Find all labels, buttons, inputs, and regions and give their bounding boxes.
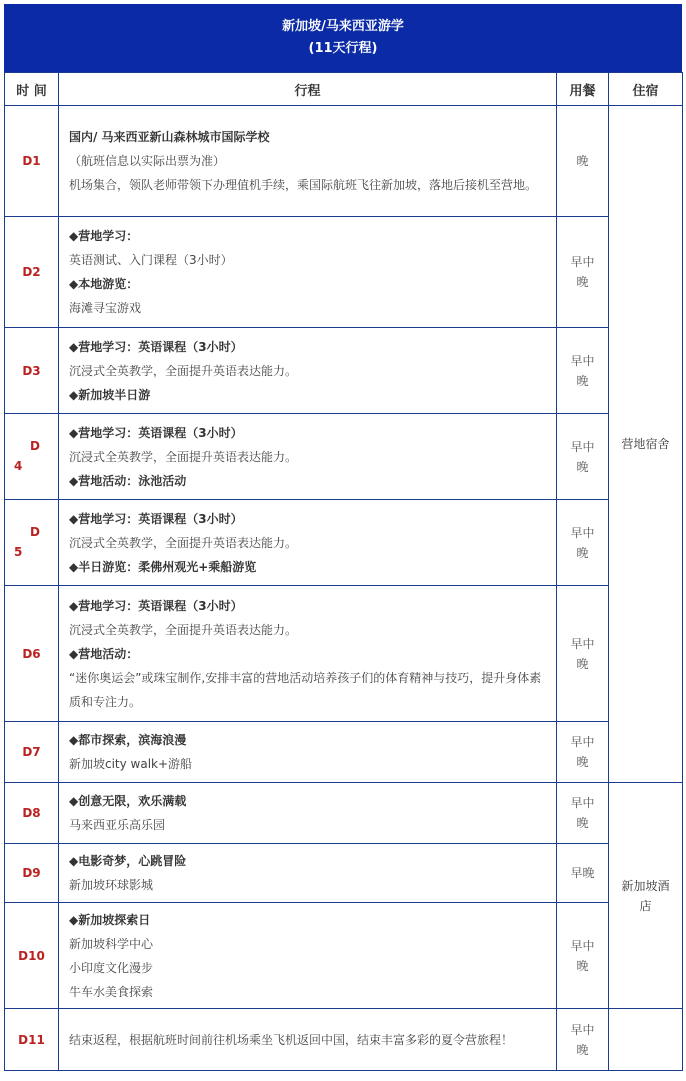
itinerary-text: 新加坡环球影城 — [69, 878, 154, 892]
itinerary-heading: ◆营地学习：英语课程（3小时） — [69, 425, 243, 440]
meal-text: 早中晚 — [570, 796, 595, 830]
day-cell: D3 — [5, 328, 59, 414]
itinerary-cell — [59, 217, 557, 328]
day-cell — [5, 500, 59, 586]
table-row — [5, 217, 683, 328]
itinerary-heading: ◆半日游览：柔佛州观光+乘船游览 — [69, 559, 257, 574]
itinerary-heading: ◆电影奇梦，心跳冒险 — [69, 854, 187, 868]
stay-text-hotel: 新加坡酒店 — [621, 878, 670, 913]
itinerary-heading: ◆营地活动：泳池活动 — [69, 473, 187, 488]
itinerary-text: 新加坡city walk+游船 — [69, 757, 193, 771]
itinerary-cell — [59, 844, 557, 903]
table-row — [5, 328, 683, 414]
meal-text: 早中晚 — [570, 938, 595, 973]
table-row — [5, 414, 683, 500]
itinerary-cell — [59, 106, 557, 217]
column-header-row — [5, 73, 683, 106]
document-title: 新加坡/马来西亚游学 — [282, 19, 404, 34]
stay-cell — [609, 1009, 683, 1071]
meal-cell — [557, 217, 609, 328]
day-cell: D10 — [5, 903, 59, 1009]
itinerary-text: 海滩寻宝游戏 — [69, 301, 142, 315]
meal-cell — [557, 844, 609, 903]
day-cell: D11 — [5, 1009, 59, 1071]
meal-text: 早中晚 — [570, 525, 595, 560]
column-header-meals: 用餐 — [557, 73, 609, 106]
day-label-part: D — [30, 524, 40, 539]
meal-cell — [557, 500, 609, 586]
day-cell: D9 — [5, 844, 59, 903]
itinerary-text: 沉浸式全英教学，全面提升英语表达能力。 — [69, 535, 298, 550]
meal-cell — [557, 586, 609, 722]
day-label-part: 4 — [14, 458, 23, 473]
day-cell — [5, 414, 59, 500]
itinerary-cell — [59, 722, 557, 783]
table-row — [5, 844, 683, 903]
itinerary-heading: ◆新加坡半日游 — [69, 387, 151, 402]
itinerary-heading: 国内/ 马来西亚新山森林城市国际学校 — [69, 130, 270, 144]
meal-text: 早中晚 — [570, 353, 595, 388]
itinerary-cell — [59, 903, 557, 1009]
stay-cell — [609, 106, 683, 783]
itinerary-text: 马来西亚乐高乐园 — [69, 818, 166, 832]
itinerary-cell — [59, 586, 557, 722]
itinerary-cell — [59, 500, 557, 586]
meal-text: 早晚 — [570, 866, 595, 880]
table-row — [5, 722, 683, 783]
itinerary-text: 机场集合，领队老师带领下办理值机手续，乘国际航班飞往新加坡，落地后接机至营地。 — [69, 178, 538, 192]
meal-text: 晚 — [576, 154, 589, 168]
document-subtitle: (11天行程) — [308, 41, 378, 56]
day-label-part: 5 — [14, 544, 23, 559]
itinerary-document — [4, 4, 682, 1071]
meal-cell — [557, 722, 609, 783]
table-row — [5, 1009, 683, 1071]
day-label-split — [6, 523, 57, 563]
day-cell: D1 — [5, 106, 59, 217]
itinerary-cell — [59, 783, 557, 844]
day-cell: D2 — [5, 217, 59, 328]
column-header-itinerary: 行程 — [59, 73, 557, 106]
itinerary-text: 结束返程，根据航班时间前往机场乘坐飞机返回中国，结束丰富多彩的夏令营旅程！ — [69, 1032, 514, 1047]
meal-cell — [557, 1009, 609, 1071]
meal-cell — [557, 783, 609, 844]
itinerary-cell — [59, 1009, 557, 1071]
meal-cell — [557, 106, 609, 217]
itinerary-cell — [59, 328, 557, 414]
itinerary-text: （航班信息以实际出票为准） — [69, 154, 226, 168]
itinerary-heading: ◆都市探索，滨海浪漫 — [69, 733, 187, 747]
meal-text: 早中晚 — [570, 255, 595, 289]
itinerary-text: “迷你奥运会”或珠宝制作,安排丰富的营地活动培养孩子们的体育精神与技巧，提升身体素质和专注力。 — [69, 670, 542, 709]
itinerary-text: 沉浸式全英教学，全面提升英语表达能力。 — [69, 622, 298, 637]
itinerary-heading: ◆营地活动： — [69, 646, 139, 661]
day-cell: D7 — [5, 722, 59, 783]
stay-text-camp: 营地宿舍 — [621, 437, 670, 451]
column-header-stay: 住宿 — [609, 73, 683, 106]
meal-cell — [557, 903, 609, 1009]
itinerary-heading: ◆本地游览： — [69, 277, 139, 291]
itinerary-heading: ◆营地学习： — [69, 229, 139, 243]
day-cell: D8 — [5, 783, 59, 844]
itinerary-text: 小印度文化漫步 — [69, 960, 154, 975]
column-header-time: 时 间 — [5, 73, 59, 106]
stay-cell — [609, 783, 683, 1009]
table-row — [5, 586, 683, 722]
itinerary-heading: ◆营地学习：英语课程（3小时） — [69, 598, 243, 613]
table-row — [5, 106, 683, 217]
itinerary-heading: ◆营地学习：英语课程（3小时） — [69, 339, 243, 354]
meal-cell — [557, 414, 609, 500]
meal-text: 早中晚 — [570, 439, 595, 474]
itinerary-heading: ◆营地学习：英语课程（3小时） — [69, 511, 243, 526]
itinerary-text: 新加坡科学中心 — [69, 936, 154, 951]
itinerary-cell — [59, 414, 557, 500]
table-row — [5, 903, 683, 1009]
day-label-part: D — [30, 438, 40, 453]
table-row — [5, 783, 683, 844]
meal-text: 早中晚 — [570, 735, 595, 769]
itinerary-text: 沉浸式全英教学，全面提升英语表达能力。 — [69, 449, 298, 464]
day-cell: D6 — [5, 586, 59, 722]
meal-cell — [557, 328, 609, 414]
itinerary-text: 沉浸式全英教学，全面提升英语表达能力。 — [69, 363, 298, 378]
itinerary-heading: ◆新加坡探索日 — [69, 912, 151, 927]
itinerary-text: 牛车水美食探索 — [69, 984, 154, 999]
meal-text: 早中晚 — [570, 636, 595, 671]
meal-text: 早中晚 — [570, 1022, 595, 1057]
itinerary-text: 英语测试、入门课程（3小时） — [69, 253, 233, 267]
table-header-banner — [4, 4, 682, 72]
itinerary-table — [4, 72, 683, 1071]
itinerary-heading: ◆创意无限，欢乐满载 — [69, 794, 187, 808]
table-row — [5, 500, 683, 586]
day-label-split — [6, 437, 57, 477]
